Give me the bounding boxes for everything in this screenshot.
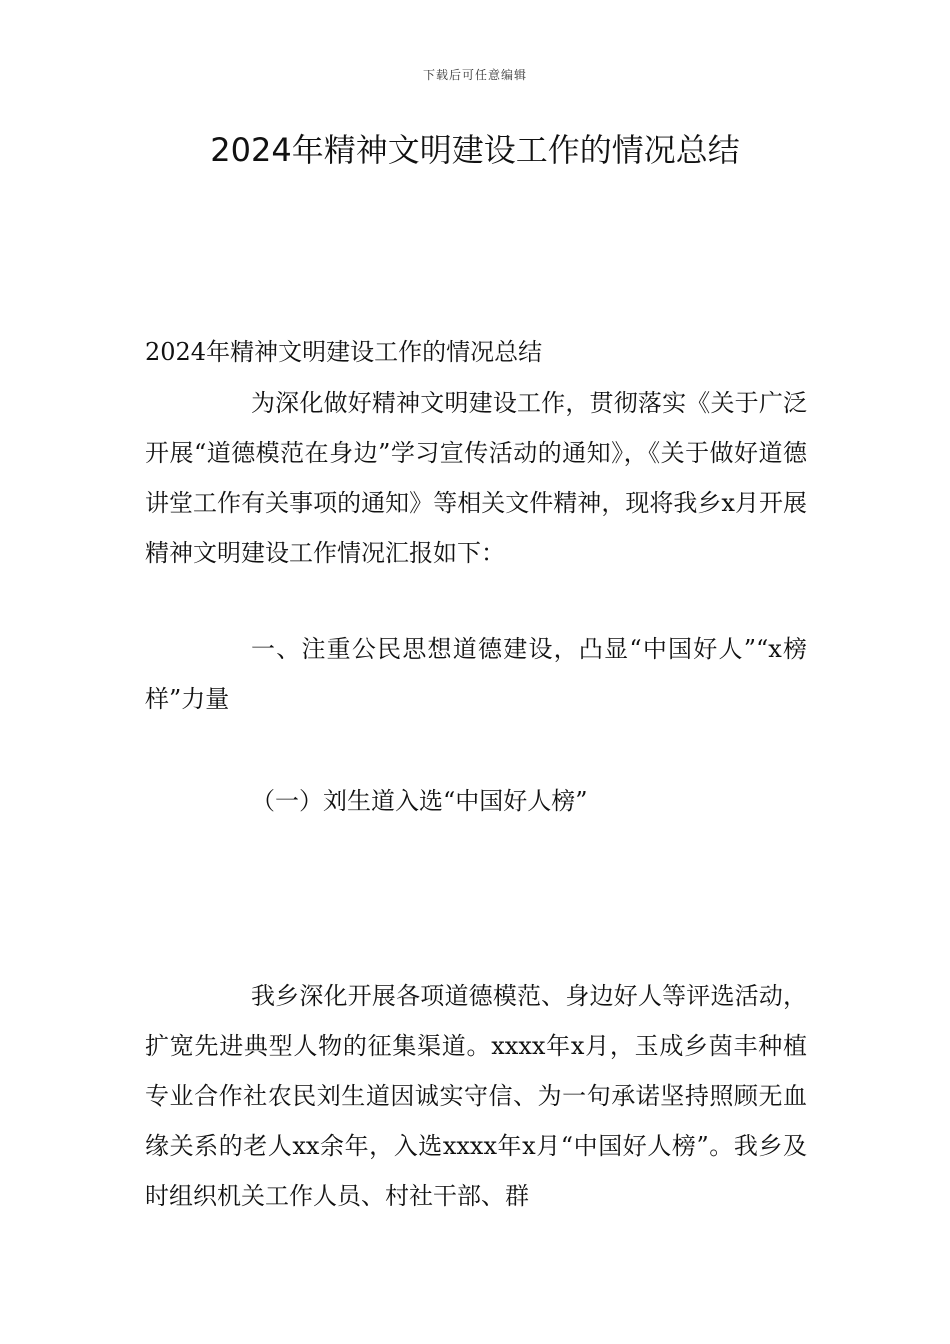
- paragraph-2: 我乡深化开展各项道德模范、身边好人等评选活动，扩宽先进典型人物的征集渠道。xxxx年x月，玉成乡茵丰种植专业合作社农民刘生道因诚实守信、为一句承诺坚持照顾无血缘关系的老人xx余年，入选xxxx年x月“中国好人榜”。我乡及时组织机关工作人员、村社干部、群: [145, 982, 807, 1210]
- paragraph-1-block: [145, 378, 807, 578]
- paragraph-1: 为深化做好精神文明建设工作，贯彻落实《关于广泛开展“道德模范在身边”学习宣传活动的通知》，《关于做好道德讲堂工作有关事项的通知》等相关文件精神，现将我乡x月开展精神文明建设工作情况汇报如下：: [145, 389, 807, 567]
- subsection-heading-1: （一）刘生道入选“中国好人榜”: [251, 787, 588, 815]
- section-heading-1-block: [145, 624, 807, 724]
- header-note: 下载后可任意编辑: [422, 68, 527, 82]
- section-heading-1: 一、注重公民思想道德建设，凸显“中国好人”“x榜样”力量: [145, 635, 807, 713]
- subsection-heading-1-block: [145, 776, 807, 826]
- paragraph-2-block: [145, 971, 807, 1221]
- body-subtitle-block: [145, 327, 807, 377]
- body-subtitle: 2024年精神文明建设工作的情况总结: [145, 338, 543, 366]
- document-title: 2024年精神文明建设工作的情况总结: [210, 131, 740, 169]
